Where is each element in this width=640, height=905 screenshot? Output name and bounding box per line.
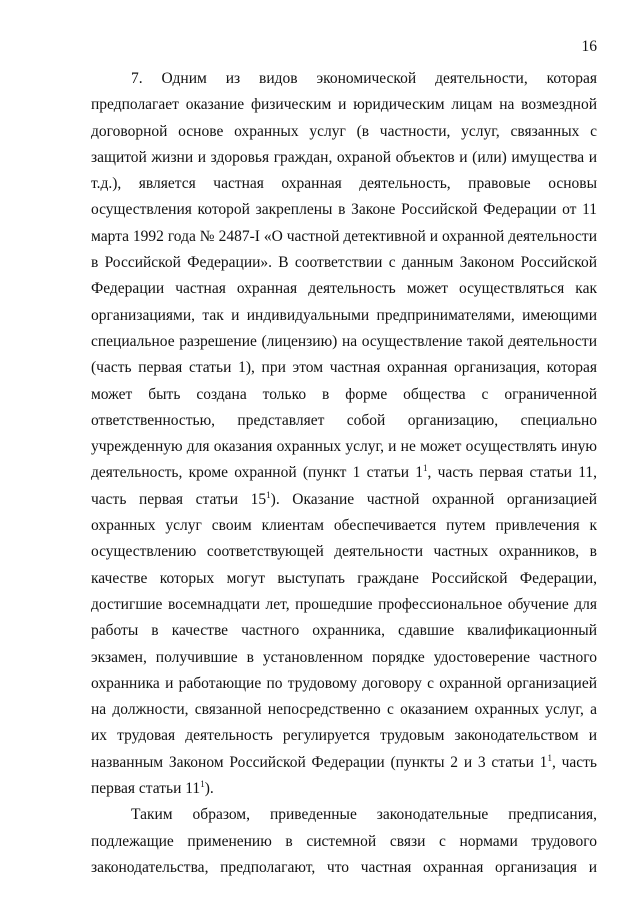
paragraph-conclusion bbox=[91, 802, 597, 881]
paragraph-7-text-4: , часть первая статьи 11 bbox=[91, 753, 597, 798]
paragraph-conclusion-text: Таким образом, приведенные законодательные предписания, подлежащие применению в системной связи с нормами трудового законодательства, предполагают, что частная охранная организация и bbox=[91, 806, 597, 876]
paragraph-7-text-2: , часть первая статьи 11, часть первая статьи 15 bbox=[91, 464, 597, 508]
document-body bbox=[91, 66, 597, 881]
paragraph-7-text-3: ). Оказание частной охранной организацией охранных услуг своим клиентам обеспечивается путем привлечения к осуществлению соответствующей деятельности частных охранников, в качестве которых могут выступать граждане Российской Федерации, достигшие восемнадцати лет, прошедшие профессиональное обучение для работы в качестве частного охранника, сдавшие квалификационный экзамен, получившие в установленном порядке удостоверение частного охранника и работающие по трудовому договору с охранной организацией на должности, связанной непосредственно с оказанием охранных услуг, а их трудовая деятельность регулируется трудовым законодательством и названным Законом Российской Федерации (пункты 2 и 3 статьи 1 bbox=[91, 490, 597, 771]
paragraph-7-text-1: 7. Одним из видов экономической деятельности, которая предполагает оказание физическим и юридическим лицам на возмездной договорной основе охранных услуг (в частности, услуг, связанных с защитой жизни и здоровья граждан, охраной объектов и (или) имущества и т.д.), является частная охранная деятельность, правовые основы осуществления которой закреплены в Законе Российской Федерации от 11 марта 1992 года № 2487-I «О частной детективной и охранной деятельности в Российской Федерации». В соответствии с данным Законом Российской Федерации частная охранная деятельность может осуществляться как организациями, так и индивидуальными предпринимателями, имеющими специальное разрешение (лицензию) на осуществление такой деятельности (часть первая статьи 1), при этом частная охранная организация, которая может быть создана только в форме общества с ограниченной ответственностью, представляет собой организацию, специально учрежденную для оказания охранных услуг, и не может осуществлять иную деятельность, кроме охранной (пункт 1 статьи 1 bbox=[91, 70, 597, 482]
page-number: 16 bbox=[581, 38, 597, 55]
paragraph-7 bbox=[91, 66, 597, 802]
footnote-superscript: 1 bbox=[200, 779, 205, 790]
paragraph-7-text-5: ). bbox=[204, 780, 214, 798]
footnote-superscript: 1 bbox=[266, 489, 271, 500]
footnote-superscript: 1 bbox=[423, 463, 428, 474]
footnote-superscript: 1 bbox=[547, 752, 552, 763]
